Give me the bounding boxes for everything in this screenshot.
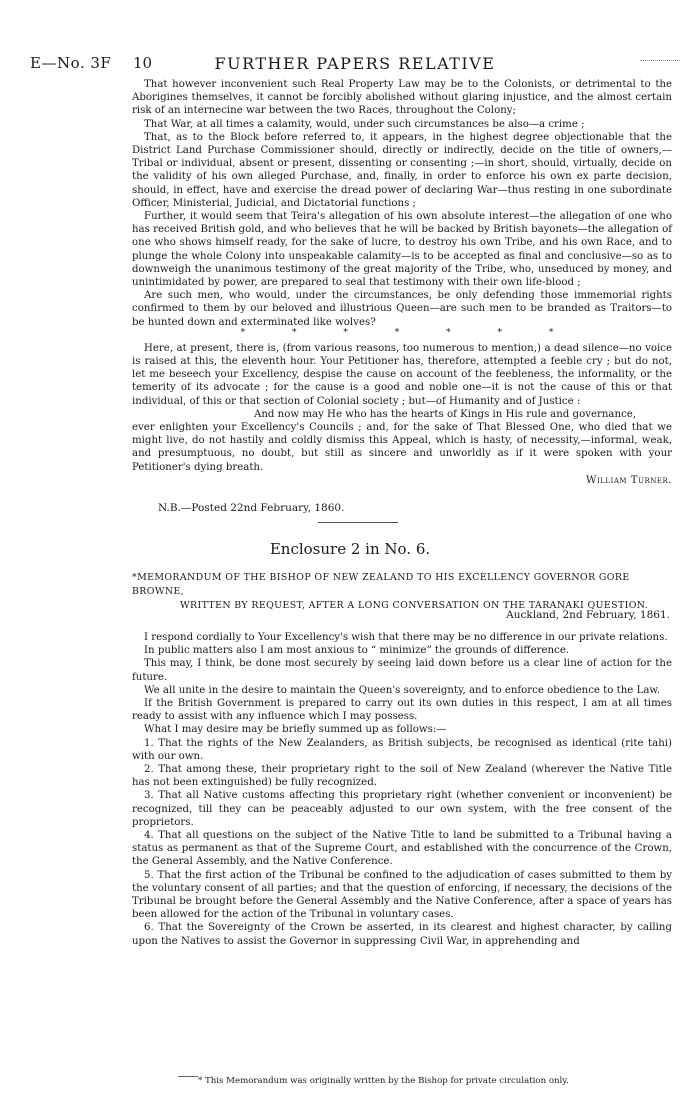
page-number: 10 — [133, 54, 153, 72]
paragraph: Here, at present, there is, (from various reasons, too numerous to mention,) a dead silence—no voice is raised at this, the eleventh hour. Your Petitioner has, therefore, attempted a feeble cry ; but do not, let me beseech your Excellency, despise the cause on account of the feebleness, the informality, or the temerity of its advocate ; for the cause is a good and noble one—it is not the cause of this or that individual, of this or that section of Colonial society ; but—of Humanity and of Justice : — [132, 342, 672, 407]
list-item: 2. That among these, their proprietary right to the soil of New Zealand (wherever the Native Title has not been extinguished) be fully recognized. — [132, 764, 672, 789]
place-date: Auckland, 2nd February, 1861. — [506, 609, 670, 621]
paragraph: This may, I think, be done most securely by seeing laid down before us a clear line of action for the future. — [132, 658, 672, 683]
list-item: 1. That the rights of the New Zealanders, as British subjects, be recognised as identical (rite tahi) with our own. — [132, 737, 672, 762]
section-break-stars: * * * * * * * — [240, 327, 576, 338]
list-item: 3. That all Native customs affecting this proprietary right (whether convenient or inconvenient) be recognized, till they can be peaceably adjusted to our own system, with the free consent of the proprietors. — [132, 790, 672, 828]
list-item: 6. That the Sovereignty of the Crown be asserted, in its clearest and highest character, by calling upon the Natives to assist the Governor in suppressing Civil War, in apprehending and — [132, 922, 672, 947]
closing-line: And now may He who has the hearts of Kings in His rule and governance, — [254, 408, 637, 420]
paragraph: We all unite in the desire to maintain the Queen's sovereignty, and to enforce obedience to the Law. — [144, 684, 661, 696]
closing-text: ever enlighten your Excellency's Councils ; and, for the sake of That Blessed One, who died that we might live, do not hastily and coldly dismiss this Appeal, which is hasty, of necessity,—informal, weak, and presumptuous, no doubt, but still as sincere and unworldly as if it were spoken with your Petitioner's dying breath. — [132, 422, 672, 473]
footnote: * This Memorandum was originally written by the Bishop for private circulation only. — [198, 1076, 569, 1086]
list-item: 5. That the first action of the Tribunal be confined to the adjudication of cases submitted to them by the voluntary consent of all parties; and that the question of enforcing, if necessary, the decisions of the Tribunal be brought before the General Assembly and the Native Conference, after a space of years has been allowed for the action of the Tribunal in voluntary cases. — [132, 869, 672, 921]
paragraph: If the British Government is prepared to carry out its own duties in this respect, I am at all times ready to assist with any influence which I may possess. — [132, 698, 672, 723]
signature: William Turner. — [586, 474, 672, 486]
memorandum-text — [132, 631, 672, 948]
paragraph: What I may desire may be briefly summed up as follows:— — [144, 724, 447, 736]
paragraph: In public matters also I am most anxious to “ minimize” the grounds of difference. — [144, 645, 570, 657]
list-item: 4. That all questions on the subject of the Native Title to land be submitted to a Tribunal having a status as permanent as that of the Supreme Court, and established with the concurrence of the Crown, the General Assembly, and the Native Conference. — [132, 830, 672, 868]
paragraph: That War, at all times a calamity, would, under such circumstances be also—a crime ; — [144, 118, 585, 130]
memorandum-title-line-1: *MEMORANDUM OF THE BISHOP OF NEW ZEALAND TO HIS EXCELLENCY GOVERNOR GORE BROWNE, — [132, 572, 630, 597]
paragraph: That, as to the Block before referred to, it appears, in the highest degree objectionable that the District Land Purchase Commissioner should, directly or indirectly, decide on the title of owners,—Tribal or individual, absent or present, dissenting or consenting ;—in short, should, virtually, decide on the validity of his own alleged Purchase, and, finally, in order to enforce his own ex parte decision, should, in effect, have and exercise the dread power of declaring War—thus resting in one subordinate Officer, Ministerial, Judicial, and Dictatorial functions ; — [132, 131, 672, 209]
paragraph: Are such men, who would, under the circumstances, be only defending those immemorial rights confirmed to them by our beloved and illustrious Queen—are such men to be branded as Traitors—to be hunted down and exterminated like wolves? — [132, 290, 672, 328]
section-divider — [318, 522, 398, 523]
paragraph: Further, it would seem that Teira's allegation of his own absolute interest—the allegation of one who has received British gold, and who believes that he will be backed by British bayonets—the allegation of one who shows himself ready, for the sake of lucre, to destroy his own Tribe, and his own Race, and to plunge the whole Colony into unspeakable calamity—is to be accepted as final and conclusive—so as to downweigh the unanimous testimony of the great majority of the Tribe, who, unseduced by money, and unintimidated by power, are prepared to seal that testimony with their own life-blood ; — [132, 211, 672, 289]
petition-text — [132, 78, 672, 487]
paper-reference: E—No. 3F — [30, 54, 112, 72]
enclosure-heading: Enclosure 2 in No. 6. — [269, 540, 431, 558]
paragraph: That however inconvenient such Real Property Law may be to the Colonists, or detrimental to the Aborigines themselves, it cannot be forcibly abolished without glaring injustice, and the almost certain risk of an internecine war between the two Races, throughout the Colony; — [132, 79, 672, 117]
paragraph: I respond cordially to Your Excellency's wish that there may be no difference in our private relations. — [144, 632, 668, 643]
memorandum-title-line-2: WRITTEN BY REQUEST, AFTER A LONG CONVERSATION ON THE TARANAKI QUESTION. — [180, 600, 649, 611]
page-header — [30, 54, 680, 74]
running-title: FURTHER PAPERS RELATIVE — [214, 54, 496, 73]
posted-note: N.B.—Posted 22nd February, 1860. — [158, 502, 345, 514]
footnote-rule — [178, 1076, 198, 1077]
header-ornament — [640, 60, 680, 61]
memorandum-title — [132, 571, 672, 613]
